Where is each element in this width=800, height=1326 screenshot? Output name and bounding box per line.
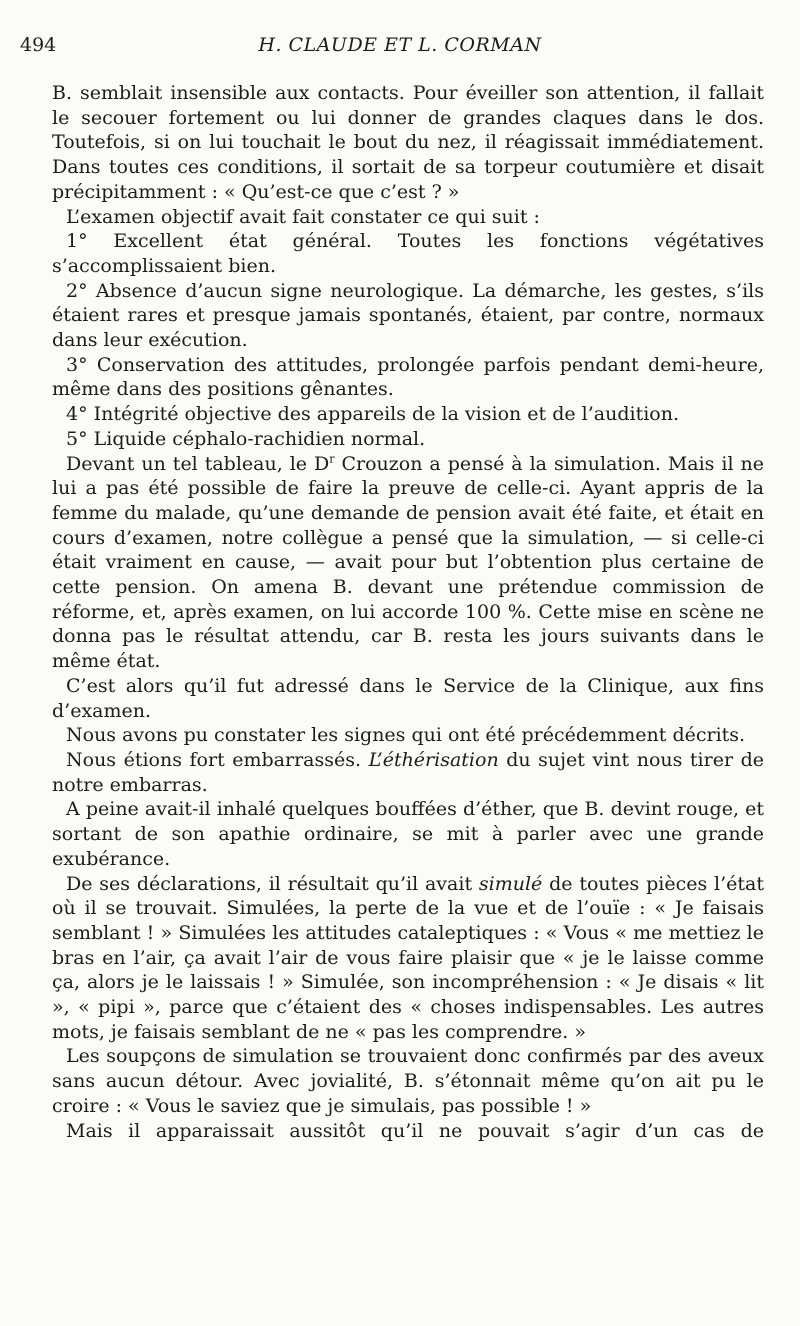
list-item: 1° Excellent état général. Toutes les fonctions végétatives s’accomplissaient bien. — [52, 230, 764, 277]
paragraph-text: du sujet vint nous tirer de notre embarras. — [52, 748, 764, 796]
list-item: 5° Liquide céphalo-rachidien normal. — [66, 427, 426, 450]
paragraph: C’est alors qu’il fut adressé dans le Service de la Clinique, aux fins d’examen. — [52, 674, 764, 722]
page-number: 494 — [20, 34, 57, 56]
body-text — [52, 81, 764, 1143]
paragraph — [52, 452, 764, 674]
paragraph-text: Crouzon a pensé à la simulation. Mais il ne lui a pas été possible de faire la preuve de celle-ci. Ayant appris de la femme du malade, qu’une demande de pension avait été faite, et était en cours d’examen, notre collègue a pensé que la simulation, — si celle-ci était vraiment en cause, — avait pour but l’obtention plus certaine de cette pension. On amena B. devant une prétendue commission de réforme, et, après examen, on lui accorde 100 %. Cette mise en scène ne donna pas le résultat attendu, car B. resta les jours suivants dans le même état. — [52, 452, 764, 673]
paragraph: Les soupçons de simulation se trouvaient donc confirmés par des aveux sans aucun détour. Avec jovialité, B. s’étonnait même qu’on ait pu le croire : « Vous le saviez que je simulais, pas possible ! » — [52, 1045, 764, 1117]
list-item: 2° Absence d’aucun signe neurologique. La démarche, les gestes, s’ils étaient rares et presque jamais spontanés, étaient, par contre, normaux dans leur exécution. — [52, 279, 764, 352]
paragraph — [52, 872, 764, 1045]
italic-term: L’éthérisation — [368, 748, 499, 771]
paragraph-text: De ses déclarations, il résultait qu’il avait — [66, 872, 479, 895]
paragraph: Nous avons pu constater les signes qui ont été précédemment décrits. — [66, 724, 746, 747]
paragraph-text: de toutes pièces l’état où il se trouvait. Simulées, la perte de la vue et de l’ouïe : « Je faisais semblant ! » Simulées les attitudes cataleptiques : « Vous « me mettiez le bras en l’air, ça avait l’air de vous faire plaisir que « je le laisse comme ça, alors je le laissais ! » Simulée, son incompréhension : « Je disais « lit », « pipi », parce que c’étaient des « choses indispensables. Les autres mots, je faisais semblant de ne « pas les comprendre. » — [52, 872, 764, 1043]
list-item: 3° Conservation des attitudes, prolongée parfois pendant demi-heure, même dans des positions gênantes. — [52, 353, 764, 401]
italic-term: simulé — [478, 872, 543, 895]
list-item: 4° Intégrité objective des appareils de la vision et de l’audition. — [66, 403, 680, 426]
paragraph: L’examen objectif avait fait constater ce qui suit : — [66, 205, 540, 228]
running-head: H. CLAUDE ET L. CORMAN — [258, 34, 542, 56]
paragraph: Mais il apparaissait aussitôt qu’il ne pouvait s’agir d’un cas de — [66, 1119, 764, 1142]
paragraph-text: Devant un tel tableau, le D — [66, 452, 330, 475]
paragraph: A peine avait-il inhalé quelques bouffées d’éther, que B. devint rouge, et sortant de son apathie ordinaire, se mit à parler avec une grande exubérance. — [52, 798, 764, 870]
paragraph: B. semblait insensible aux contacts. Pour éveiller son attention, il fallait le secouer fortement ou lui donner de grandes claques dans le dos. Toutefois, si on lui touchait le bout du nez, il réagissait immédiatement. Dans toutes ces conditions, il sortait de sa torpeur coutumière et disait précipitamment : « Qu’est-ce que c’est ? » — [52, 82, 764, 203]
paragraph-text: Nous étions fort embarrassés. — [66, 748, 369, 771]
paragraph — [52, 748, 764, 797]
superscript: r — [329, 452, 335, 466]
page-header — [20, 33, 780, 59]
